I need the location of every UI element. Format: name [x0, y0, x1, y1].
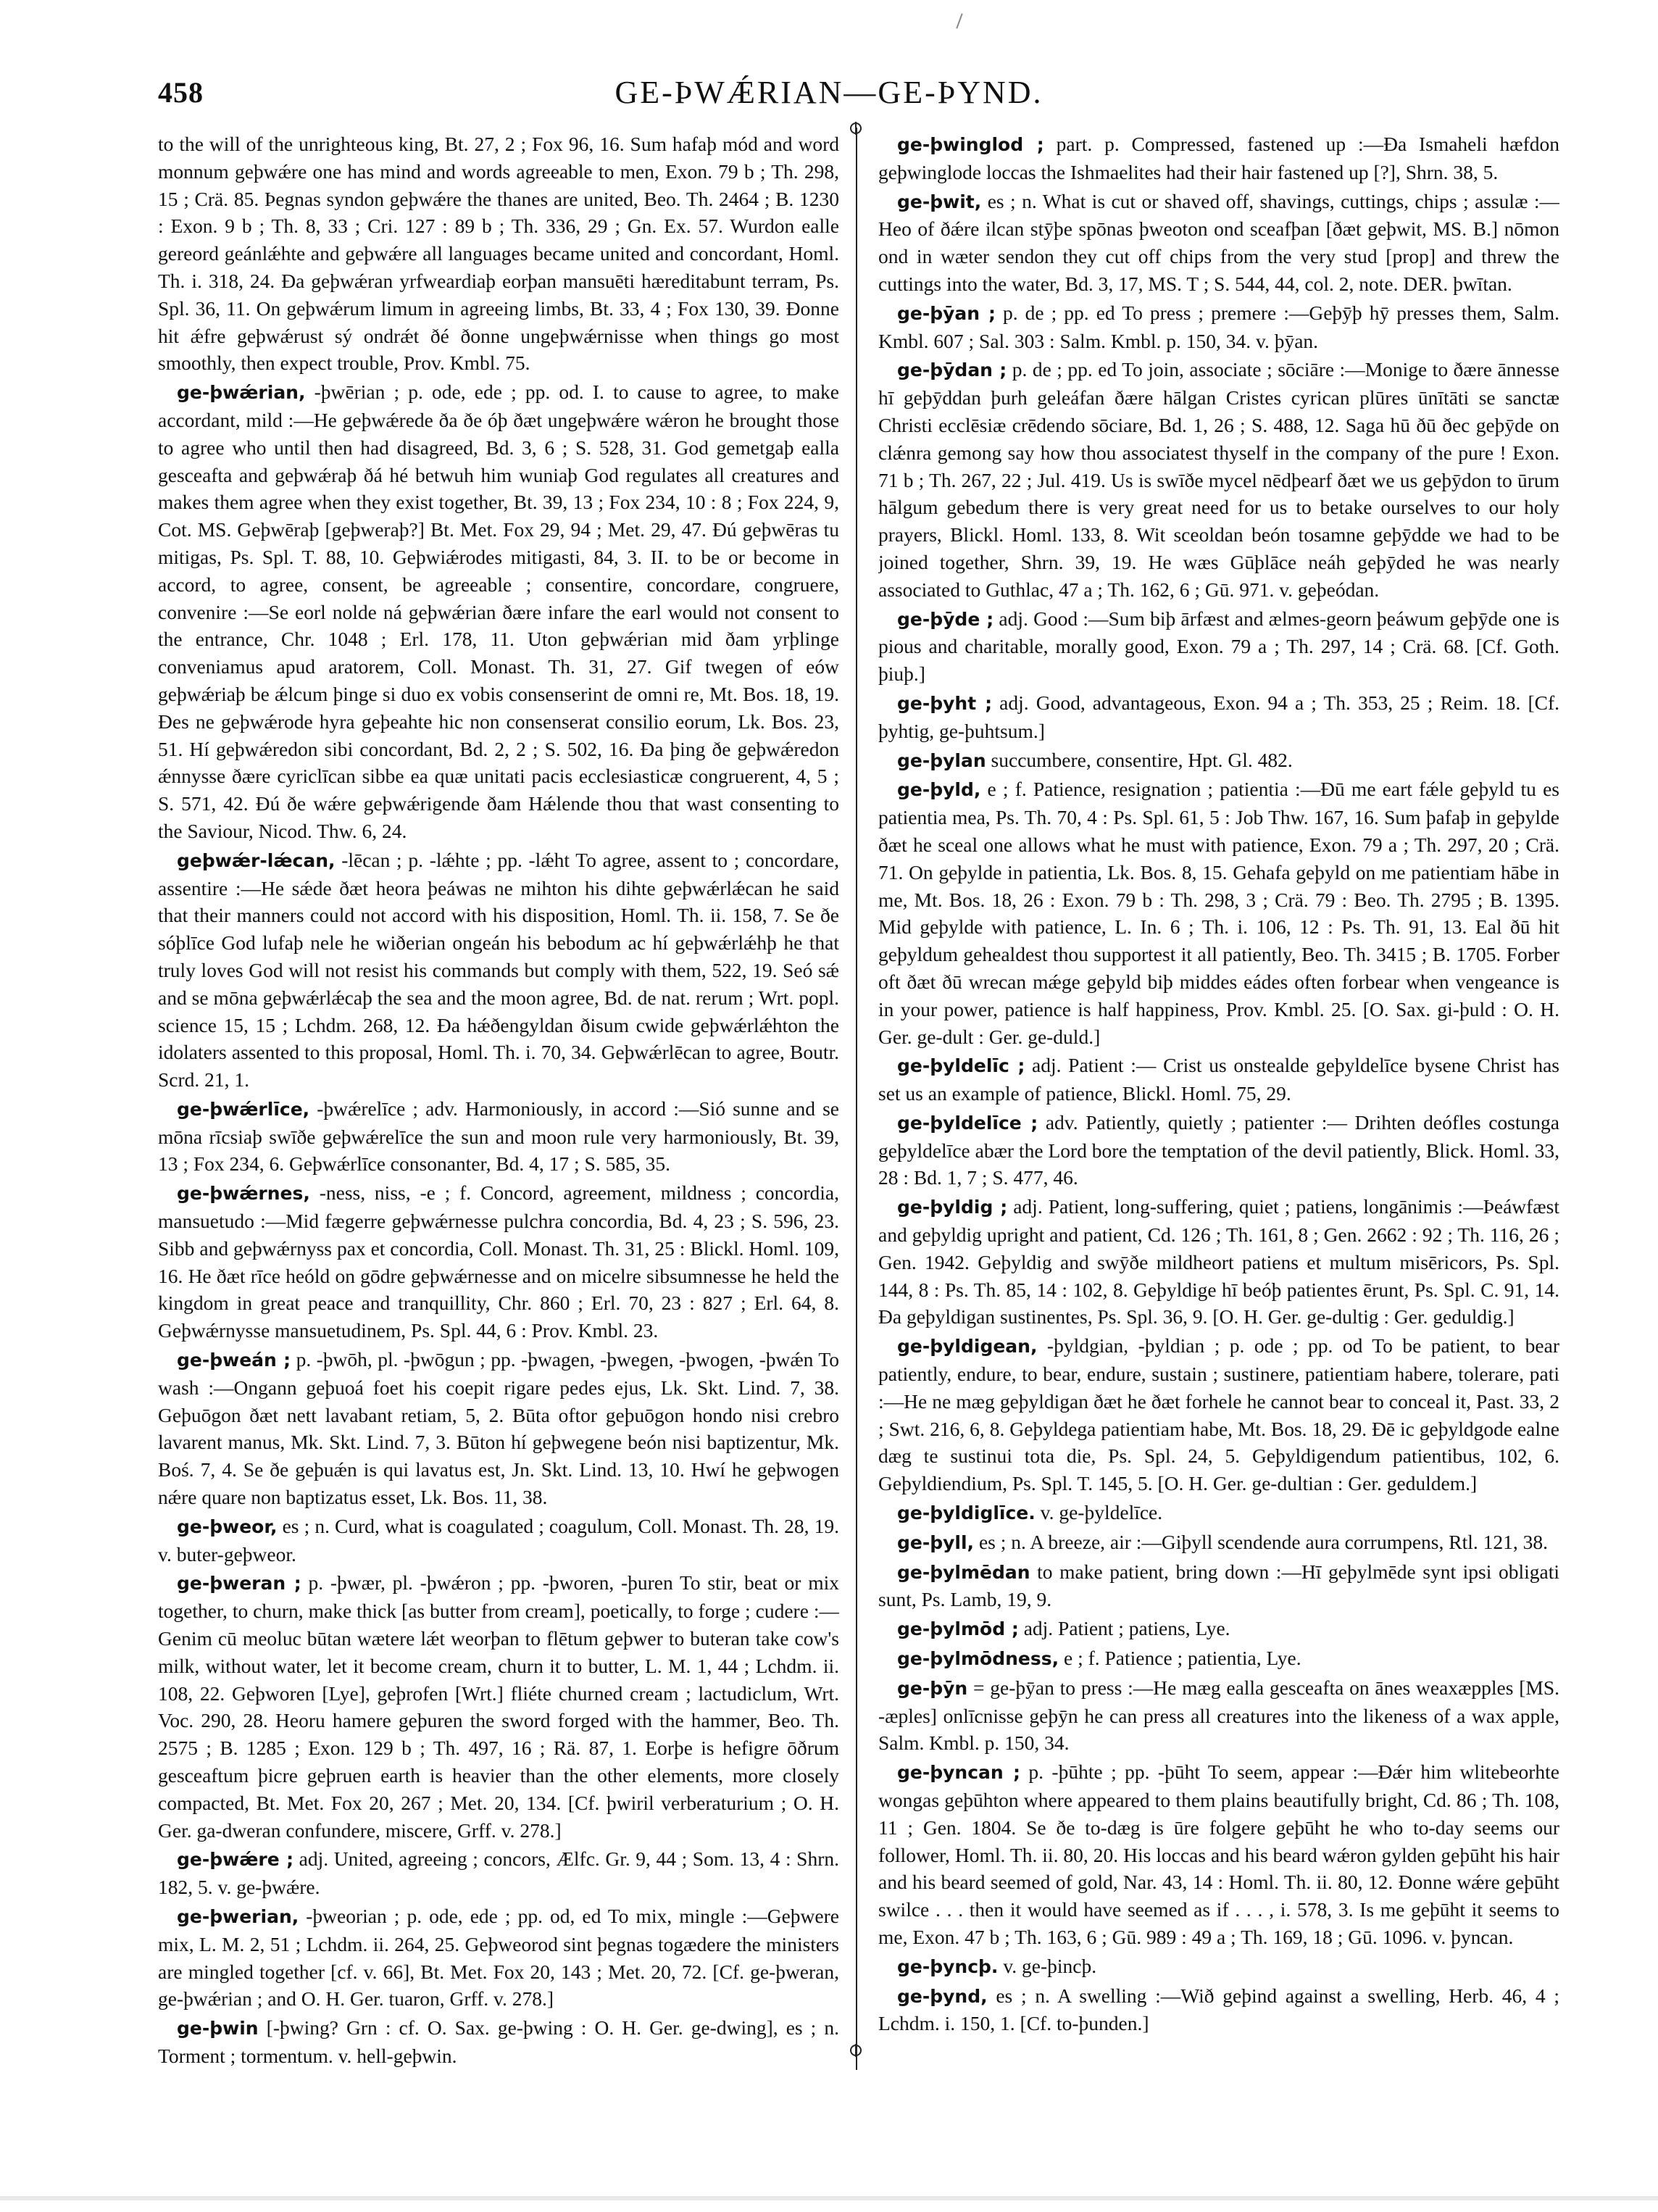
dictionary-entry — [878, 1499, 1559, 1527]
entry-text: p. de ; pp. ed To join, associate ; sōciāre :—Monige to ðære ānnesse hī geþȳddan þurh geleáfan ðære hālgan Cristes cyrican plūres ūnītāti se sanctæ Christi ecclēsiæ crēdendo sōciare, Bd. 1, 26 ; S. 488, 12. Saga hū ðū ðec geþȳde on clǽnra gemong say how thou associatest thyself in the company of the pure ! Exon. 71 b ; Th. 267, 22 ; Jul. 419. Us is swīðe mycel nēdþearf ðæt we us geþȳdon to ūrum hālgum gebedum there is very great need for us to betake ourselves to our holy prayers, Blickl. Homl. 133, 8. Wit sceoldan beón tosamne geþȳdde we had to be joined together, Shrn. 39, 19. He wæs Gūþlāce neáh geþȳded he was nearly associated to Guthlac, 47 a ; Th. 162, 6 ; Gū. 971. v. geþeódan. — [878, 358, 1559, 601]
dictionary-entry — [158, 2014, 839, 2070]
entry-headword: ge-þȳn — [897, 1677, 968, 1699]
entry-text: adj. Patient ; patiens, Lye. — [1018, 1617, 1230, 1640]
dictionary-entry — [878, 1645, 1559, 1673]
entry-text: adj. Good :—Sum biþ ārfæst and ælmes-georn þeáwum geþȳde one is pious and charitable, morally good, Exon. 79 a ; Th. 297, 14 ; Crä. 68. [Cf. Goth. þiuþ.] — [878, 607, 1559, 686]
entry-text: p. -þwōh, pl. -þwōgun ; pp. -þwagen, -þwegen, -þwogen, -þwǽn To wash :—Ongann geþuoá foet his coepit rigare pedes ejus, Lk. Skt. Lind. 7, 38. Geþuōgon ðæt nett lavabant retiam, 5, 2. Būta oftor geþuōgon hondo nisi crebro lavarent manus, Mk. Skt. Lind. 7, 3. Būton hí geþwegene beón nisi baptizentur, Mk. Boś. 7, 4. Se ðe geþuǽn is qui lavatus est, Jn. Skt. Lind. 13, 10. Hwí he geþwogen nǽre quare non baptizatus esset, Lk. Bos. 11, 38. — [158, 1348, 839, 1509]
entry-text: -þwǽrelīce ; adv. Harmoniously, in accord :—Sió sunne and se mōna rīcsiaþ swīðe geþwǽrelīce the sun and moon rule very harmoniously, Bt. 39, 13 ; Fox 234, 6. Geþwǽrlīce consonanter, Bd. 4, 17 ; S. 585, 35. — [158, 1097, 839, 1176]
entry-headword: ge-þyldigean, — [897, 1336, 1038, 1357]
dictionary-entry — [878, 1758, 1559, 1951]
entry-text: e ; f. Patience ; patientia, Lye. — [1059, 1647, 1301, 1670]
scan-mark — [956, 13, 962, 28]
dictionary-entry — [158, 1095, 839, 1178]
entry-text: to the will of the unrighteous king, Bt. 27, 2 ; Fox 96, 16. Sum hafaþ mód and word monnum geþwǽre one has mind and words agreeable to men, Exon. 79 b ; Th. 298, 15 ; Crä. 85. Þegnas syndon geþwǽre the thanes are united, Beo. Th. 2464 ; B. 1230 : Exon. 9 b ; Th. 8, 33 ; Cri. 127 : 89 b ; Th. 336, 29 ; Gn. Ex. 57. Wurdon ealle gereord geánlǽhte and geþwǽre all languages became united and concordant, Homl. Th. i. 318, 24. Ða geþwǽran yrfweardiaþ eorþan mansuēti hæreditabunt terram, Ps. Spl. 36, 11. On geþwǽrum limum in agreeing limbs, Bt. 33, 4 ; Fox 130, 39. Ðonne hit ǽfre geþwǽrust sý ondrǽt ðé ðonne ungeþwǽrnisse when things go most smoothly, then expect trouble, Prov. Kmbl. 75. — [158, 133, 839, 375]
dictionary-entry — [878, 776, 1559, 1050]
dictionary-entry — [878, 1052, 1559, 1107]
dictionary-entry — [158, 1903, 839, 2013]
entry-headword: ge-þwǽrian, — [177, 382, 306, 404]
dictionary-entry — [158, 1346, 839, 1511]
entry-headword: ge-þweran ; — [177, 1573, 301, 1594]
dictionary-entry — [878, 1558, 1559, 1614]
entry-headword: ge-þylan — [897, 749, 986, 771]
entry-headword: ge-þwerian, — [177, 1906, 299, 1927]
footer-edge — [0, 2196, 1658, 2200]
dictionary-entry — [878, 1109, 1559, 1192]
entry-text: p. de ; pp. ed To press ; premere :—Geþȳþ hȳ presses them, Salm. Kmbl. 607 ; Sal. 303 : Salm. Kmbl. p. 150, 34. v. þȳan. — [878, 301, 1559, 352]
dictionary-entry — [878, 1193, 1559, 1331]
entry-headword: ge-þweán ; — [177, 1350, 291, 1371]
dictionary-entry — [878, 689, 1559, 745]
dictionary-entry — [878, 1529, 1559, 1557]
entry-text: e ; f. Patience, resignation ; patientia :—Ðū me eart fǽle geþyld tu es patientia mea, Ps. Th. 70, 4 : Ps. Spl. 61, 5 : Job Thw. 167, 16. Sum þafaþ in geþylde ðæt he sceal one allows what he must with patience, Exon. 79 a ; Th. 297, 20 ; Crä. 71. On geþylde in patientia, Lk. Bos. 8, 15. Gehafa geþyld on me patientiam hābe in me, Mt. Bos. 18, 26 : Exon. 79 b : Th. 298, 3 ; Crä. 79 : Beo. Th. 2795 ; B. 1395. Mid geþylde with patience, L. In. 6 ; Th. i. 106, 12 : Ps. Th. 91, 13. Eal ðū hit geþyldum gehealdest thou supportest it all patiently, Beo. Th. 3415 ; B. 1705. Forber oft ðæt ðū wrecan mǽge geþyld biþ middes eádes often forbear when vengeance is in your power, patience is half happiness, Prov. Kmbl. 25. [O. Sax. gi-þuld : O. H. Ger. ge-dult : Ger. ge-duld.] — [878, 778, 1559, 1048]
entry-text: succumbere, consentire, Hpt. Gl. 482. — [986, 748, 1293, 771]
entry-text: adj. United, agreeing ; concors, Ælfc. Gr. 9, 44 ; Som. 13, 4 : Shrn. 182, 5. v. ge-þwǽre. — [158, 1847, 839, 1899]
entry-headword: ge-þȳdan ; — [897, 359, 1007, 381]
entry-headword: ge-þȳde ; — [897, 608, 994, 630]
running-head: GE-ÞWǼRIAN—GE-ÞYND. — [615, 75, 1043, 110]
entry-headword: ge-þyldelīce ; — [897, 1112, 1038, 1134]
dictionary-entry — [878, 299, 1559, 355]
entry-headword: ge-þwǽrnes, — [177, 1183, 310, 1205]
entry-text: to make patient, bring down :—Hī geþylmēde synt ipsi obligati sunt, Ps. Lamb, 19, 9. — [878, 1560, 1559, 1611]
entry-text: v. ge-þyldelīce. — [1035, 1501, 1163, 1524]
entry-headword: ge-þwǽre ; — [177, 1849, 294, 1871]
entry-text: v. ge-þincþ. — [998, 1954, 1097, 1977]
entry-text: p. -þūhte ; pp. -þūht To seem, appear :—Ðǽr him wlitebeorhte wongas geþūhton where appeared to them plains beautifully bright, Cd. 86 ; Th. 108, 11 ; Gen. 1804. Se ðe to-dæg is ūre folgere geþūht he who to-day seems our follower, Homl. Th. ii. 80, 20. His loccas and his beard wǽron gylden geþūht his hair and his beard seemed of gold, Nar. 43, 14 : Homl. Th. ii. 80, 12. Ðonne wǽre geþūht swilce . . . then it would have seemed as if . . . , i. 578, 3. Is me geþūht it seems to me, Exon. 47 b ; Th. 163, 6 ; Gū. 989 : 49 a ; Th. 169, 18 ; Gū. 1096. v. þyncan. — [878, 1760, 1559, 1948]
entry-headword: ge-þyldiglīce. — [897, 1502, 1036, 1524]
dictionary-entry — [878, 1953, 1559, 1981]
entry-headword: ge-þwinglod ; — [897, 134, 1044, 155]
entry-headword: ge-þweor, — [177, 1515, 278, 1537]
entry-headword: ge-þylmōdness, — [897, 1648, 1059, 1670]
entry-headword: ge-þwǽrlīce, — [177, 1098, 310, 1120]
entry-text: -þwērian ; p. ode, ede ; pp. od. I. to cause to agree, to make accordant, mild :—He geþwǽrede ða ðe óþ ðæt ungeþwǽre wǽron he brought those to agree who until then had disagreed, Bd. 3, 6 ; S. 528, 31. God gemetgaþ ealla gesceafta and geþwǽraþ ðá hé betwuh him wuniaþ God regulates all creatures and makes them agree when they exist together, Bt. 39, 13 ; Fox 234, 10 : 8 ; Fox 224, 9, Cot. MS. Geþwēraþ [geþweraþ?] Bt. Met. Fox 29, 94 ; Met. 29, 47. Ðú geþwēras tu mitigas, Ps. Spl. T. 88, 10. Geþwiǽrodes mitigasti, 84, 3. II. to be or become in accord, to agree, consent, be agreeable ; consentire, concordare, congruere, convenire :—Se eorl nolde ná geþwǽrian ðære infare the earl would not consent to the entrance, Chr. 1048 ; Erl. 178, 11. Uton geþwǽrian mid ðam yrþlinge conveniamus apud aratorem, Coll. Monast. Th. 31, 27. Gif twegen of eów geþwǽriaþ be ǽlcum þinge si duo ex vobis consenserint de omni re, Mt. Bos. 18, 19. Ðes ne geþwǽrode hyra geþeahte hic non consenserat consilio eorum, Lk. Bos. 23, 51. Hí geþwǽredon sibi concordant, Bd. 2, 2 ; S. 502, 16. Ða þing ðe geþwǽredon ǽnnysse ðære cyriclīcan sibbe ea quæ unitati pacis ecclesiasticæ congruerent, 4, 5 ; S. 571, 42. Ðú ðe wǽre geþwǽrigende ðam Hǽlende thou that wast consenting to the Saviour, Nicod. Thw. 6, 24. — [158, 381, 839, 842]
dictionary-entry — [878, 1674, 1559, 1757]
entry-headword: ge-þyldelīc ; — [897, 1055, 1025, 1077]
entry-headword: ge-þyld, — [897, 779, 981, 801]
entry-headword: ge-þyht ; — [897, 692, 993, 714]
dictionary-entry — [158, 1513, 839, 1568]
dictionary-entry — [878, 1332, 1559, 1497]
entry-text: part. p. Compressed, fastened up :—Ða Ismaheli hæfdon geþwinglode loccas the Ishmaelites had their hair fastened up [?], Shrn. 38, 5. — [878, 133, 1559, 183]
entry-text: = ge-þȳan to press :—He mæg ealla gesceafta on ānes weaxæpples [MS. -æples] onlīcnisse geþȳn he can press all creatures into the likeness of a wax apple, Salm. Kmbl. p. 150, 34. — [878, 1676, 1559, 1755]
entry-text: es ; n. A swelling :—Wið geþind against a swelling, Herb. 46, 4 ; Lchdm. i. 150, 1. [Cf. to-þunden.] — [878, 1984, 1559, 2035]
entry-headword: ge-þwit, — [897, 191, 982, 212]
column-divider — [856, 128, 857, 2070]
entry-headword: ge-þynd, — [897, 1985, 988, 2007]
entry-headword: ge-þyncan ; — [897, 1762, 1020, 1784]
entry-headword: ge-þylmēdan — [897, 1561, 1030, 1583]
dictionary-entry — [158, 1179, 839, 1344]
dictionary-entry — [158, 130, 839, 377]
entry-text: -þweorian ; p. ode, ede ; pp. od, ed To mix, mingle :—Geþwere mix, L. M. 2, 51 ; Lchdm. ii. 264, 25. Geþweorod sint þegnas togædere the ministers are mingled together [cf. v. 66], Bt. Met. Fox 20, 143 ; Met. 20, 72. [Cf. ge-þweran, ge-þwǽrian ; and O. H. Ger. tuaron, Grff. v. 278.] — [158, 1905, 839, 2011]
entry-text: -þyldgian, -þyldian ; p. ode ; pp. od To be patient, to bear patiently, endure, to bear, endure, sustain ; sustinere, patientiam habere, tolerare, pati :—He ne mæg geþyldigan ðæt he ðæt forhele he cannot bear to conceal it, Past. 33, 2 ; Swt. 216, 6, 8. Geþyldega patientiam habe, Mt. Bos. 18, 29. Ðē ic geþyldgode ealne dæg te sustinui tota die, Ps. Spl. 24, 5. Geþyldigendum patientibus, 102, 6. Geþyldiendium, Ps. Spl. T. 145, 5. [O. H. Ger. ge-dultian : Ger. geduldem.] — [878, 1334, 1559, 1495]
dictionary-entry — [158, 378, 839, 845]
page-number: 458 — [158, 76, 204, 109]
entry-headword: ge-þyll, — [897, 1531, 975, 1553]
dictionary-entry — [878, 188, 1559, 298]
entry-text: es ; n. A breeze, air :—Giþyll scendende aura corrumpens, Rtl. 121, 38. — [974, 1530, 1549, 1553]
dictionary-entry — [878, 1615, 1559, 1643]
dictionary-entry — [878, 130, 1559, 186]
entry-headword: ge-þȳan ; — [897, 302, 996, 324]
dictionary-entry — [158, 1569, 839, 1844]
entry-headword: ge-þyncþ. — [897, 1955, 999, 1977]
entry-headword: ge-þyldig ; — [897, 1197, 1008, 1218]
entry-text: [-þwing? Grn : cf. O. Sax. ge-þwing : O. H. Ger. ge-dwing], es ; n. Torment ; tormentum. v. hell-geþwin. — [158, 2016, 839, 2067]
dictionary-entry — [158, 847, 839, 1094]
entry-text: adv. Patiently, quietly ; patienter :— Drihten deófles costunga geþyldelīce abær the Lord bore the temptation of the devil patiently, Blick. Homl. 33, 28 : Bd. 1, 7 ; S. 477, 46. — [878, 1110, 1559, 1189]
column-ornament-bottom-icon — [848, 2042, 864, 2058]
entry-text: es ; n. Curd, what is coagulated ; coagulum, Coll. Monast. Th. 28, 19. v. buter-geþweor. — [158, 1514, 839, 1566]
entry-text: adj. Patient :— Crist us onstealde geþyldelīce bysene Christ has set us an example of patience, Blickl. Homl. 75, 29. — [878, 1054, 1559, 1105]
entry-text: es ; n. What is cut or shaved off, shavings, cuttings, chips ; assulæ :—Heo of ðǽre ilcan stȳþe spōnas þweoton ond sceafþan [ðæt geþwit, MS. B.] nōmon ond in wæter sendon they cut off chips from the very stud [prop] and threw the cuttings into the water, Bd. 3, 17, MS. T ; S. 544, 44, col. 2, note. DER. þwītan. — [878, 189, 1559, 295]
entry-headword: ge-þwin — [177, 2018, 259, 2040]
entry-headword: ge-þylmōd ; — [897, 1618, 1019, 1640]
entry-headword: geþwǽr-lǽcan, — [177, 849, 336, 871]
entry-text: p. -þwær, pl. -þwǽron ; pp. -þworen, -þuren To stir, beat or mix together, to churn, make thick [as butter from cream], poetically, to forge ; cudere :—Genim cū meoluc būtan wætere lǽt weorþan to flētum geþwer to buteran take cow's milk, without water, let it become cream, churn it to butter, L. M. 1, 44 ; Lchdm. ii. 108, 22. Geþworen [Lye], geþrofen [Wrt.] fliéte churned cream ; lactudiclum, Wrt. Voc. 290, 28. Heoru hamere geþuren the sword forged with the hammer, Beo. Th. 2575 ; B. 1285 ; Exon. 129 b ; Th. 497, 16 ; Rä. 87, 1. Eorþe is hefigre ōðrum gesceaftum þicre geþruen earth is heavier than the other elements, more closely compacted, Bt. Met. Fox 20, 267 ; Met. 20, 134. [Cf. þwiril verberaturium ; O. H. Ger. ga-dweran confundere, miscere, Grff. v. 278.] — [158, 1571, 839, 1842]
dictionary-entry — [878, 1982, 1559, 2038]
right-column — [878, 130, 1559, 2087]
dictionary-entry — [878, 356, 1559, 603]
entry-text: -ness, niss, -e ; f. Concord, agreement, mildness ; concordia, mansuetudo :—Mid fægerre geþwǽrnesse pulchra concordia, Bd. 4, 23 ; S. 596, 23. Sibb and geþwǽrnyss pax et concordia, Coll. Monast. Th. 31, 25 : Blickl. Homl. 109, 16. He ðæt rīce heóld on gōdre geþwǽrnesse and on micelre sibsumnesse he held the kingdom in great peace and tranquillity, Chr. 860 ; Erl. 70, 23 : 827 ; Erl. 64, 8. Geþwǽrnysse mansuetudinem, Ps. Spl. 44, 6 : Prov. Kmbl. 23. — [158, 1181, 839, 1342]
entry-text: adj. Patient, long-suffering, quiet ; patiens, longānimis :—Þeáwfæst and geþyldig upright and patient, Cd. 126 ; Th. 161, 8 ; Gen. 2662 : 92 ; Th. 116, 26 ; Gen. 1942. Geþyldig and swȳðe mildheort patiens et multum misēricors, Ps. Spl. 144, 8 : Ps. Th. 85, 14 : 102, 8. Geþyldige hī beóþ patientes ērunt, Ps. Spl. C. 91, 14. Ða geþyldigan sustinentes, Ps. Spl. 36, 9. [O. H. Ger. ge-dultig : Ger. geduldig.] — [878, 1195, 1559, 1329]
dictionary-entry — [158, 1845, 839, 1901]
left-column — [158, 130, 839, 2087]
entry-text: adj. Good, advantageous, Exon. 94 a ; Th. 353, 25 ; Reim. 18. [Cf. þyhtig, ge-þuhtsum.] — [878, 691, 1559, 742]
dictionary-entry — [878, 605, 1559, 688]
dictionary-entry — [878, 747, 1559, 775]
entry-text: -lēcan ; p. -lǽhte ; pp. -lǽht To agree, assent to ; concordare, assentire :—He sǽde ðæt heora þeáwas ne mihton his dihte geþwǽrlǽcan he said that their manners could not accord with his disposition, Homl. Th. ii. 158, 7. Se ðe sóþlīce God lufaþ nele he wiðerian ongeán his bebodum ac hí geþwǽrlǽhþ he that truly loves God will not resist his commands but comply with them, 522, 19. Seó sǽ and se mōna geþwǽrlǽcaþ the sea and the moon agree, Bd. de nat. rerum ; Wrt. popl. science 15, 15 ; Lchdm. 268, 12. Ða hǽðengyldan ðisum cwide geþwǽrlǽhton the idolaters assented to this proposal, Homl. Th. i. 70, 34. Geþwǽrlēcan to agree, Boutr. Scrd. 21, 1. — [158, 848, 839, 1092]
